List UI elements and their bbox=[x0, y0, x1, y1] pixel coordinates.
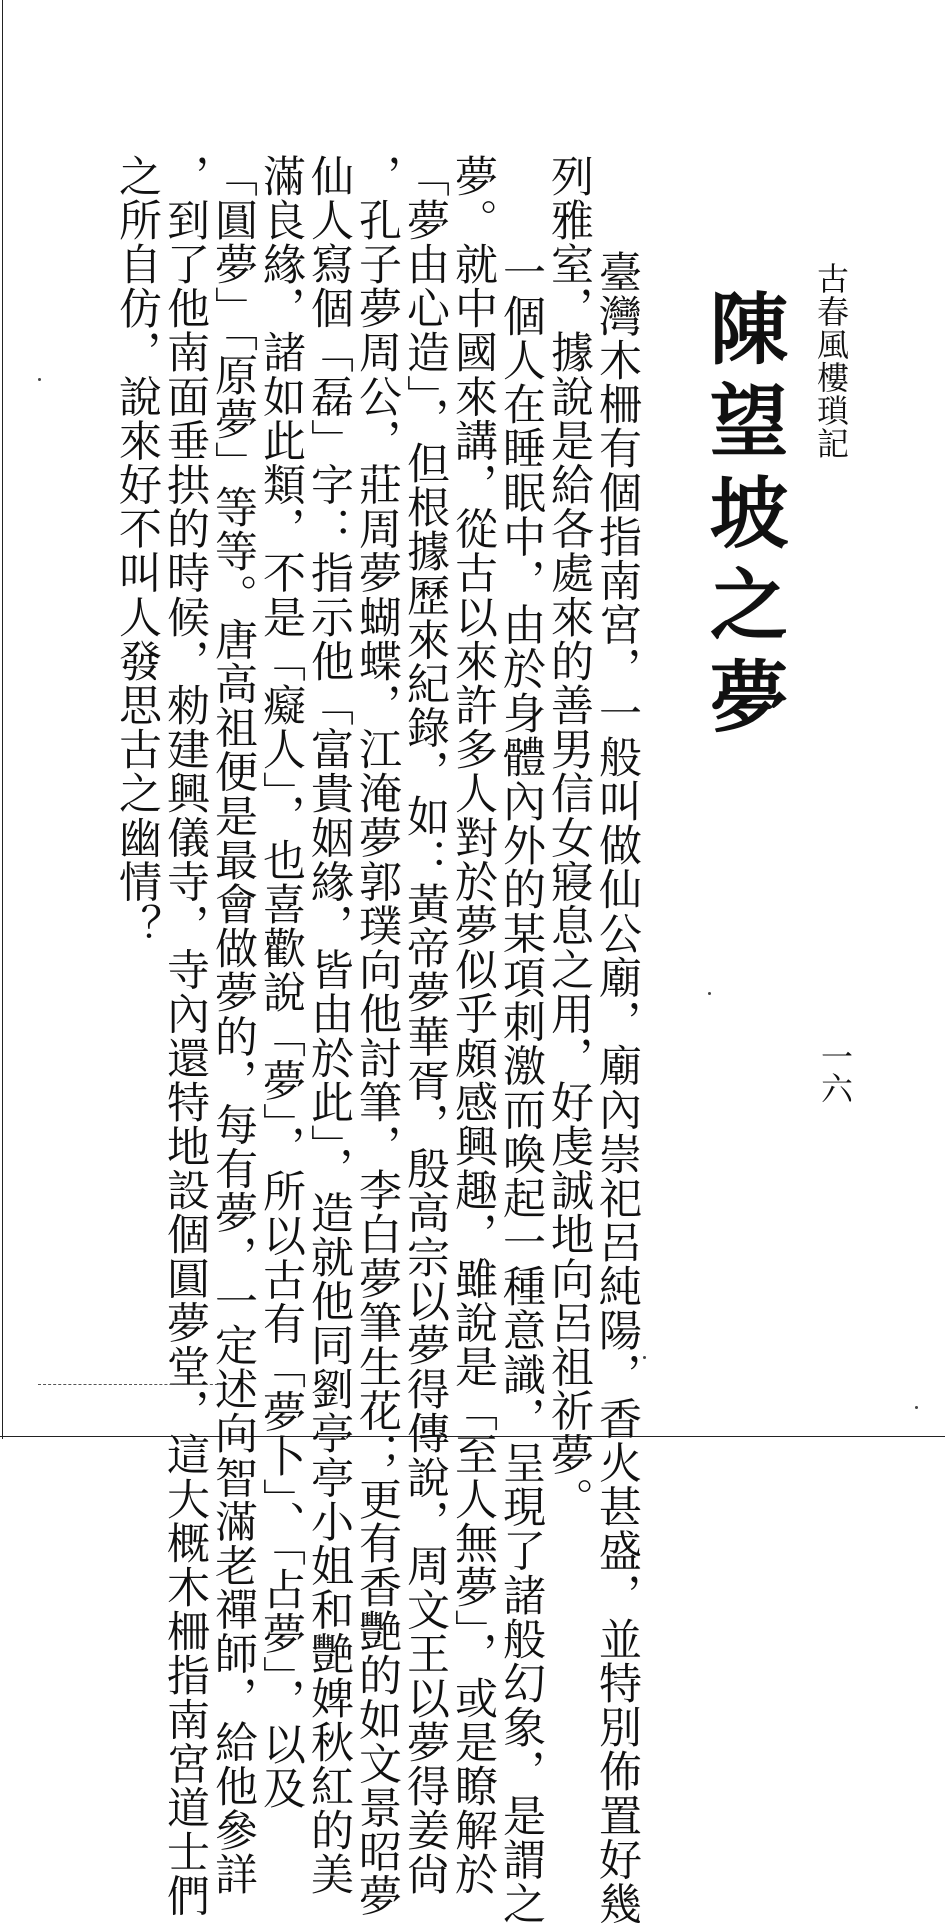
running-head: 古春風樓瑣記 bbox=[812, 262, 850, 460]
scan-speck bbox=[915, 1406, 918, 1409]
body-column-6: ，孔子夢周公，莊周夢蝴蝶，江淹夢郭璞向他討筆，李白夢筆生花；更有香艷的如文景昭夢 bbox=[352, 154, 402, 1918]
body-column-10: ，到了他南面垂拱的時候，勑建興儀寺，寺內還特地設個圓夢堂，這大概木柵指南宮道士們 bbox=[160, 154, 210, 1918]
body-column-7: 仙人寫個「磊」字：指示他「富貴姻緣，皆由於此」，造就他同劉亭亭小姐和艷婢秋紅的美 bbox=[304, 154, 354, 1897]
scan-speck bbox=[643, 1356, 646, 1359]
page-number: 一六 bbox=[816, 1040, 854, 1104]
body-column-11: 之所自仿，說來好不叫人發思古之幽情？ bbox=[112, 154, 162, 948]
body-column-3: 一個人在睡眠中，由於身體內外的某項刺激而喚起一種意識，呈現了諸般幻象，是謂之 bbox=[496, 250, 546, 1926]
scan-speck bbox=[708, 992, 711, 995]
body-column-5: 「夢由心造」，但根據歷來紀錄，如：黃帝夢華胥，殷高宗以夢得傳說，周文王以夢得姜尙 bbox=[400, 154, 450, 1897]
page-edge-left bbox=[2, 0, 3, 1439]
body-column-2: 列雅室，據說是給各處來的善男信女寢息之用，好虔誠地向呂祖祈夢。 bbox=[544, 154, 594, 1522]
body-column-1: 臺灣木柵有個指南宮，一般叫做仙公廟，廟內崇祀呂純陽，香火甚盛，並特別佈置好幾 bbox=[592, 250, 642, 1926]
scan-artifact-rule bbox=[38, 1384, 223, 1385]
chapter-title: 陳望坡之夢 bbox=[697, 288, 788, 748]
scan-speck bbox=[38, 378, 41, 381]
body-column-8: 滿良緣，諸如此類，不是「癡人」，也喜歡說「夢」，所以古有「夢卜」、「占夢」，以及 bbox=[256, 154, 306, 1811]
body-column-9: 「圓夢」「原夢」等等。唐高祖便是最會做夢的，每有夢，一定述向智滿老禪師，給他參詳 bbox=[208, 154, 258, 1897]
body-column-4: 夢。就中國來講，從古以來許多人對於夢似乎頗感興趣，雖說是「至人無夢」，或是瞭解於 bbox=[448, 154, 498, 1897]
